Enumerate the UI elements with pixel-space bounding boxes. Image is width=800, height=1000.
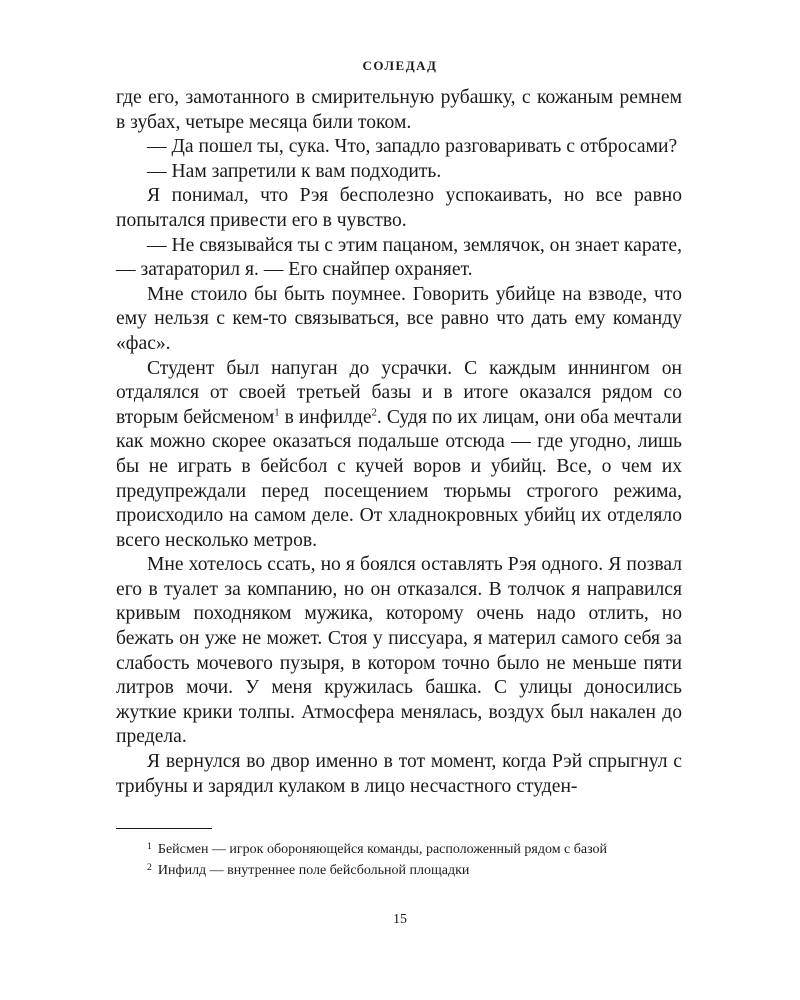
paragraph-9: Я вернулся во двор именно в тот момент, когда Рэй спрыгнул с трибуны и зарядил кулаком в лицо несчастного студен-	[116, 751, 682, 797]
paragraph-4: Я понимал, что Рэя бесполезно успокаивать, но все равно попытался привести его в чувство.	[116, 185, 682, 231]
footnote-2	[116, 860, 682, 881]
page-number: 15	[393, 912, 407, 927]
main-text	[116, 86, 682, 799]
paragraph-2: — Да пошел ты, сука. Что, западло разговаривать с отбросами?	[147, 136, 678, 158]
paragraph-8: Мне хотелось ссать, но я боялся оставлять Рэя одного. Я позвал его в туалет за компанию, но он отказался. В толчок я направился кривым походняком мужика, которому очень надо отлить, но бежать он уже не может. Стоя у писсуара, я материл самого себя за слабость мочевого пузыря, в котором точно было не меньше пяти литров мочи. У меня кружилась башка. С улицы доносились жуткие крики толпы. Атмосфера менялась, воздух был накален до предела.	[116, 554, 682, 748]
footnote-1-mark: 1	[147, 840, 152, 852]
footnote-ref-2[interactable]: 2	[371, 406, 377, 419]
footnote-2-text: Инфилд — внутреннее поле бейсбольной площадки	[157, 863, 470, 878]
footnotes	[116, 839, 682, 881]
footnote-1	[116, 839, 682, 860]
footnote-divider	[116, 828, 212, 829]
footnote-ref-1[interactable]: 1	[274, 406, 280, 419]
paragraph-7-part-3: . Судя по их лицам, они оба мечтали как можно скорее оказаться подальше отсюда — где угодно, лишь бы не играть в бейсбол с кучей воров и убийц. Все, о чем их предупреждали перед посещением тюрьмы строгого режима, происходило на самом деле. От хладнокровных убийц их отделяло всего несколько метров.	[116, 406, 683, 551]
footnote-2-mark: 2	[147, 861, 152, 873]
paragraph-1: где его, замотанного в смирительную рубашку, с кожаным ремнем в зубах, четыре месяца били током.	[116, 87, 682, 133]
paragraph-3: — Нам запретили к вам подходить.	[147, 160, 442, 182]
paragraph-7	[116, 357, 682, 554]
paragraph-6: Мне стоило бы быть поумнее. Говорить убийце на взводе, что ему нельзя с кем-то связываться, все равно что дать ему команду «фас».	[116, 283, 682, 354]
paragraph-5: — Не связывайся ты с этим пацаном, землячок, он знает карате,— затараторил я. — Его снайпер охраняет.	[116, 234, 682, 281]
paragraph-7-part-2: в инфилде	[279, 406, 372, 428]
paragraph-7-part-1: Студент был напуган до усрачки. С каждым иннингом он отдалялся от своей третьей базы и в итоге оказался рядом со вторым бейсменом	[116, 357, 682, 428]
footnote-1-text: Бейсмен — игрок обороняющейся команды, расположенный рядом с базой	[157, 842, 608, 857]
running-head: СОЛЕДАД	[362, 58, 438, 73]
